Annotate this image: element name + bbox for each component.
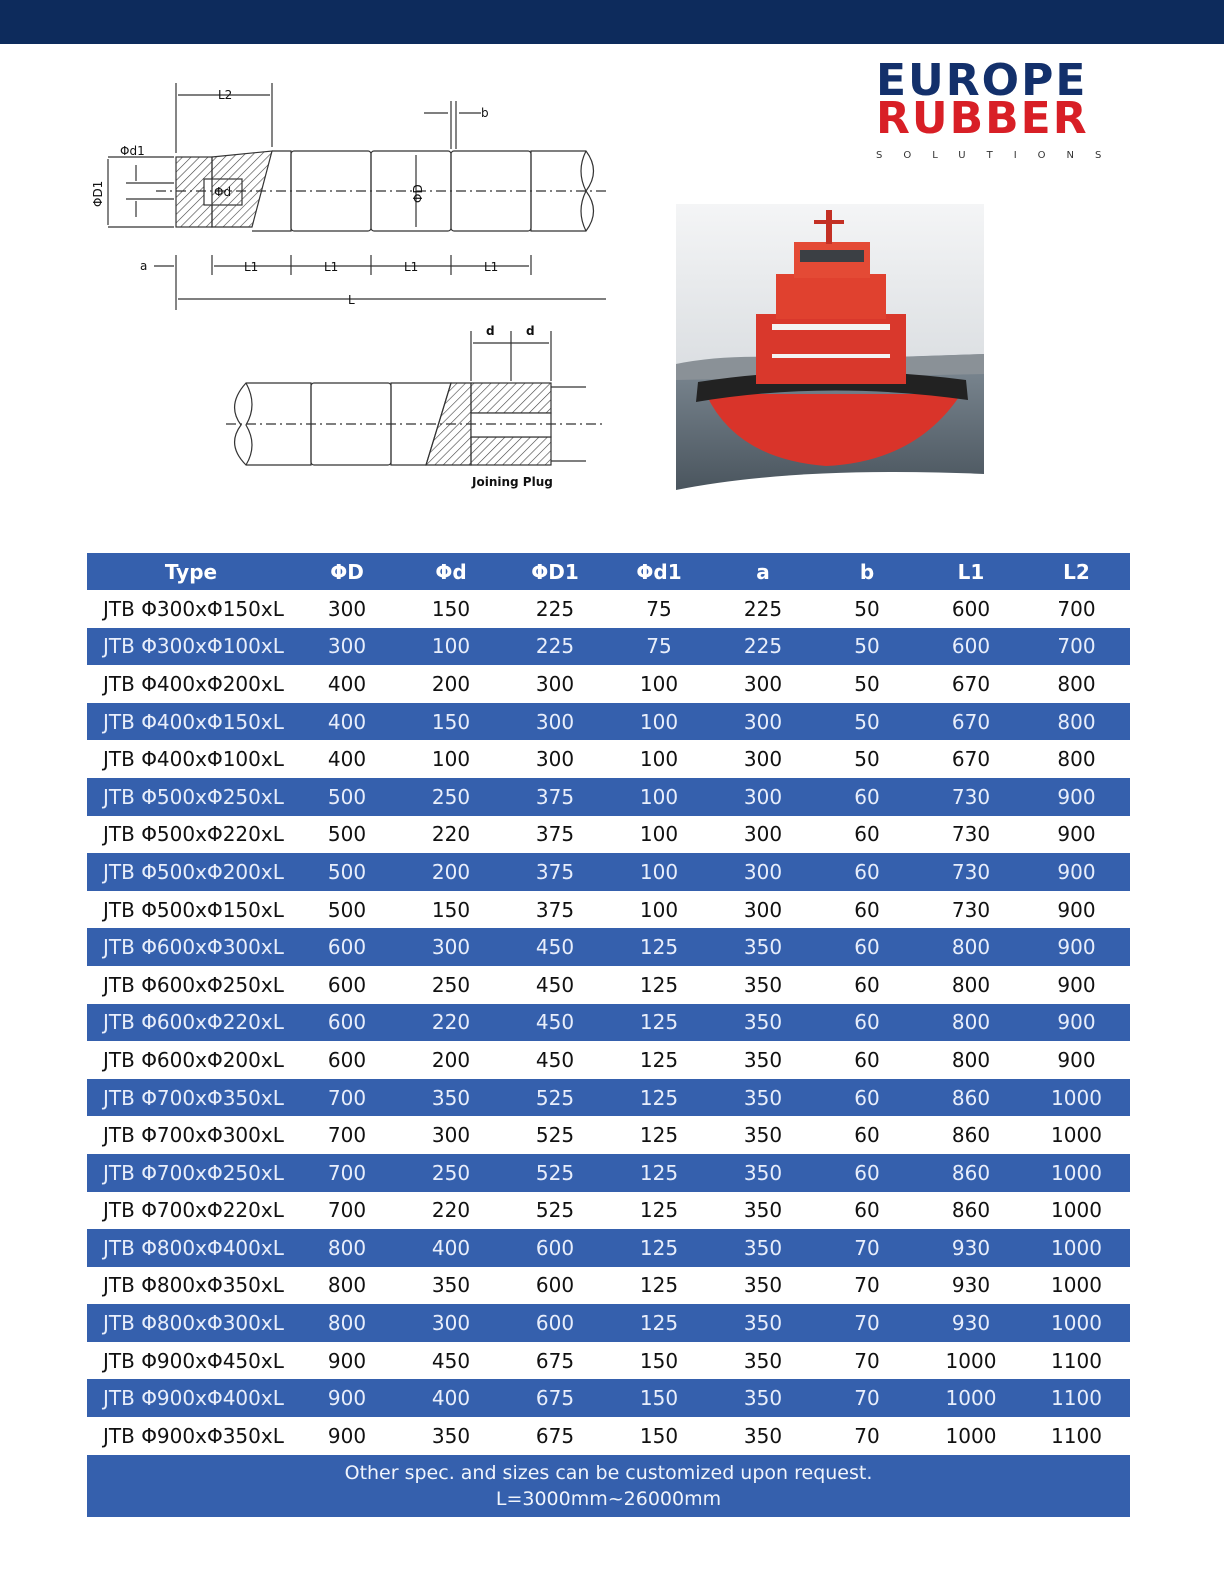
value-cell: 300 <box>503 665 607 703</box>
value-cell: 730 <box>919 891 1023 929</box>
value-cell: 50 <box>815 703 919 741</box>
value-cell: 60 <box>815 1041 919 1079</box>
table-row <box>87 891 1130 929</box>
type-cell: JTB Φ400xΦ150xL <box>87 703 295 741</box>
value-cell: 350 <box>711 1267 815 1305</box>
value-cell: 600 <box>503 1229 607 1267</box>
value-cell: 250 <box>399 966 503 1004</box>
value-cell: 70 <box>815 1267 919 1305</box>
value-cell: 1100 <box>1023 1342 1130 1380</box>
value-cell: 50 <box>815 590 919 628</box>
table-row <box>87 628 1130 666</box>
value-cell: 125 <box>607 1304 711 1342</box>
value-cell: 300 <box>711 703 815 741</box>
value-cell: 900 <box>1023 891 1130 929</box>
value-cell: 350 <box>399 1267 503 1305</box>
table-row <box>87 1192 1130 1230</box>
type-cell: JTB Φ500xΦ220xL <box>87 816 295 854</box>
value-cell: 930 <box>919 1267 1023 1305</box>
label-d-1: d <box>486 324 495 338</box>
value-cell: 800 <box>1023 703 1130 741</box>
label-phi-d: Φd <box>214 185 232 199</box>
value-cell: 300 <box>711 816 815 854</box>
table-row <box>87 816 1130 854</box>
value-cell: 300 <box>711 778 815 816</box>
value-cell: 220 <box>399 816 503 854</box>
logo-line-rubber: RUBBER <box>876 93 1089 144</box>
column-header: ΦD <box>295 553 399 590</box>
value-cell: 525 <box>503 1154 607 1192</box>
value-cell: 250 <box>399 1154 503 1192</box>
column-header: Type <box>87 553 295 590</box>
value-cell: 860 <box>919 1079 1023 1117</box>
table-row <box>87 740 1130 778</box>
value-cell: 125 <box>607 1079 711 1117</box>
value-cell: 70 <box>815 1304 919 1342</box>
value-cell: 900 <box>295 1342 399 1380</box>
type-cell: JTB Φ700xΦ350xL <box>87 1079 295 1117</box>
label-L: L <box>348 293 355 307</box>
type-cell: JTB Φ300xΦ100xL <box>87 628 295 666</box>
type-cell: JTB Φ600xΦ200xL <box>87 1041 295 1079</box>
value-cell: 300 <box>711 853 815 891</box>
value-cell: 900 <box>1023 1004 1130 1042</box>
type-cell: JTB Φ400xΦ100xL <box>87 740 295 778</box>
value-cell: 60 <box>815 966 919 1004</box>
type-cell: JTB Φ500xΦ250xL <box>87 778 295 816</box>
value-cell: 1000 <box>1023 1079 1130 1117</box>
column-header: L1 <box>919 553 1023 590</box>
value-cell: 60 <box>815 1004 919 1042</box>
type-cell: JTB Φ600xΦ250xL <box>87 966 295 1004</box>
value-cell: 375 <box>503 891 607 929</box>
value-cell: 150 <box>399 590 503 628</box>
value-cell: 75 <box>607 590 711 628</box>
value-cell: 60 <box>815 1116 919 1154</box>
value-cell: 250 <box>399 778 503 816</box>
value-cell: 200 <box>399 665 503 703</box>
table-row <box>87 1267 1130 1305</box>
value-cell: 100 <box>399 628 503 666</box>
value-cell: 675 <box>503 1342 607 1380</box>
value-cell: 50 <box>815 740 919 778</box>
value-cell: 300 <box>295 590 399 628</box>
footer-line-2: L=3000mm~26000mm <box>495 1488 722 1510</box>
value-cell: 1000 <box>1023 1116 1130 1154</box>
value-cell: 800 <box>295 1267 399 1305</box>
value-cell: 400 <box>399 1379 503 1417</box>
type-cell: JTB Φ400xΦ200xL <box>87 665 295 703</box>
value-cell: 350 <box>711 1417 815 1455</box>
label-phi-D: ΦD <box>411 184 425 203</box>
value-cell: 730 <box>919 816 1023 854</box>
value-cell: 700 <box>295 1079 399 1117</box>
value-cell: 225 <box>503 590 607 628</box>
table-row <box>87 778 1130 816</box>
value-cell: 860 <box>919 1192 1023 1230</box>
value-cell: 350 <box>711 1379 815 1417</box>
type-cell: JTB Φ500xΦ200xL <box>87 853 295 891</box>
type-cell: JTB Φ800xΦ350xL <box>87 1267 295 1305</box>
value-cell: 600 <box>295 1004 399 1042</box>
value-cell: 100 <box>607 665 711 703</box>
value-cell: 300 <box>503 703 607 741</box>
type-cell: JTB Φ700xΦ250xL <box>87 1154 295 1192</box>
value-cell: 300 <box>711 665 815 703</box>
value-cell: 350 <box>711 928 815 966</box>
label-phi-D1: ΦD1 <box>91 180 105 207</box>
value-cell: 700 <box>295 1116 399 1154</box>
table-row <box>87 1342 1130 1380</box>
value-cell: 125 <box>607 1229 711 1267</box>
table-row <box>87 1079 1130 1117</box>
table-row <box>87 1041 1130 1079</box>
value-cell: 500 <box>295 853 399 891</box>
value-cell: 800 <box>295 1229 399 1267</box>
value-cell: 225 <box>711 590 815 628</box>
value-cell: 1000 <box>1023 1229 1130 1267</box>
type-cell: JTB Φ500xΦ150xL <box>87 891 295 929</box>
value-cell: 730 <box>919 778 1023 816</box>
value-cell: 670 <box>919 740 1023 778</box>
label-a: a <box>140 259 148 273</box>
value-cell: 150 <box>399 891 503 929</box>
value-cell: 350 <box>711 1154 815 1192</box>
value-cell: 1000 <box>1023 1304 1130 1342</box>
value-cell: 400 <box>295 740 399 778</box>
spec-table <box>87 553 1130 1455</box>
value-cell: 450 <box>399 1342 503 1380</box>
value-cell: 1000 <box>1023 1154 1130 1192</box>
value-cell: 800 <box>919 928 1023 966</box>
value-cell: 525 <box>503 1079 607 1117</box>
value-cell: 900 <box>1023 778 1130 816</box>
value-cell: 300 <box>399 928 503 966</box>
value-cell: 1000 <box>919 1379 1023 1417</box>
value-cell: 100 <box>607 816 711 854</box>
value-cell: 350 <box>711 1192 815 1230</box>
value-cell: 300 <box>711 740 815 778</box>
value-cell: 450 <box>503 966 607 1004</box>
value-cell: 375 <box>503 778 607 816</box>
value-cell: 125 <box>607 1004 711 1042</box>
value-cell: 525 <box>503 1116 607 1154</box>
table-row <box>87 966 1130 1004</box>
footer-line-1: Other spec. and sizes can be customized upon request. <box>344 1462 873 1484</box>
label-L1-3: L1 <box>404 260 419 274</box>
value-cell: 70 <box>815 1417 919 1455</box>
table-row <box>87 853 1130 891</box>
value-cell: 1000 <box>1023 1192 1130 1230</box>
value-cell: 700 <box>1023 590 1130 628</box>
value-cell: 60 <box>815 928 919 966</box>
value-cell: 860 <box>919 1116 1023 1154</box>
value-cell: 50 <box>815 665 919 703</box>
value-cell: 350 <box>711 1004 815 1042</box>
value-cell: 300 <box>399 1304 503 1342</box>
value-cell: 150 <box>607 1342 711 1380</box>
value-cell: 70 <box>815 1379 919 1417</box>
table-row <box>87 1229 1130 1267</box>
type-cell: JTB Φ700xΦ300xL <box>87 1116 295 1154</box>
value-cell: 375 <box>503 816 607 854</box>
value-cell: 900 <box>1023 1041 1130 1079</box>
value-cell: 600 <box>295 928 399 966</box>
value-cell: 60 <box>815 1079 919 1117</box>
value-cell: 125 <box>607 966 711 1004</box>
label-L1-4: L1 <box>484 260 499 274</box>
value-cell: 225 <box>711 628 815 666</box>
table-row <box>87 1379 1130 1417</box>
value-cell: 800 <box>1023 665 1130 703</box>
value-cell: 800 <box>1023 740 1130 778</box>
value-cell: 150 <box>607 1379 711 1417</box>
value-cell: 600 <box>503 1304 607 1342</box>
value-cell: 100 <box>607 891 711 929</box>
table-header-row <box>87 553 1130 590</box>
value-cell: 900 <box>1023 928 1130 966</box>
value-cell: 300 <box>399 1116 503 1154</box>
value-cell: 125 <box>607 1267 711 1305</box>
value-cell: 100 <box>607 740 711 778</box>
value-cell: 1100 <box>1023 1379 1130 1417</box>
label-L2: L2 <box>218 88 233 102</box>
value-cell: 800 <box>295 1304 399 1342</box>
value-cell: 500 <box>295 891 399 929</box>
value-cell: 525 <box>503 1192 607 1230</box>
value-cell: 100 <box>607 853 711 891</box>
value-cell: 60 <box>815 891 919 929</box>
column-header: L2 <box>1023 553 1130 590</box>
value-cell: 200 <box>399 1041 503 1079</box>
column-header: ΦD1 <box>503 553 607 590</box>
table-row <box>87 1004 1130 1042</box>
value-cell: 300 <box>711 891 815 929</box>
table-row <box>87 1154 1130 1192</box>
type-cell: JTB Φ900xΦ400xL <box>87 1379 295 1417</box>
value-cell: 730 <box>919 853 1023 891</box>
value-cell: 900 <box>1023 816 1130 854</box>
value-cell: 350 <box>399 1417 503 1455</box>
type-cell: JTB Φ600xΦ220xL <box>87 1004 295 1042</box>
type-cell: JTB Φ300xΦ150xL <box>87 590 295 628</box>
brand-logo <box>876 55 1142 161</box>
logo-subtitle: SOLUTIONS <box>876 150 1123 161</box>
label-L1-2: L1 <box>324 260 339 274</box>
value-cell: 350 <box>711 1229 815 1267</box>
value-cell: 800 <box>919 1004 1023 1042</box>
value-cell: 675 <box>503 1417 607 1455</box>
value-cell: 930 <box>919 1304 1023 1342</box>
column-header: b <box>815 553 919 590</box>
value-cell: 125 <box>607 1116 711 1154</box>
value-cell: 400 <box>295 665 399 703</box>
column-header: a <box>711 553 815 590</box>
table-row <box>87 703 1130 741</box>
value-cell: 670 <box>919 665 1023 703</box>
type-cell: JTB Φ800xΦ300xL <box>87 1304 295 1342</box>
tugboat-photo <box>676 204 984 490</box>
value-cell: 375 <box>503 853 607 891</box>
value-cell: 1100 <box>1023 1417 1130 1455</box>
table-row <box>87 590 1130 628</box>
value-cell: 675 <box>503 1379 607 1417</box>
value-cell: 800 <box>919 966 1023 1004</box>
value-cell: 1000 <box>919 1342 1023 1380</box>
value-cell: 450 <box>503 928 607 966</box>
value-cell: 500 <box>295 778 399 816</box>
value-cell: 125 <box>607 1041 711 1079</box>
table-row <box>87 1417 1130 1455</box>
label-b: b <box>481 106 489 120</box>
value-cell: 350 <box>711 1342 815 1380</box>
value-cell: 125 <box>607 1192 711 1230</box>
value-cell: 350 <box>399 1079 503 1117</box>
value-cell: 900 <box>1023 853 1130 891</box>
type-cell: JTB Φ800xΦ400xL <box>87 1229 295 1267</box>
fender-side-view <box>108 83 606 310</box>
value-cell: 700 <box>295 1192 399 1230</box>
value-cell: 600 <box>919 628 1023 666</box>
logo-line-europe: EUROPE <box>876 55 1088 106</box>
value-cell: 800 <box>919 1041 1023 1079</box>
value-cell: 125 <box>607 1154 711 1192</box>
value-cell: 150 <box>399 703 503 741</box>
value-cell: 400 <box>399 1229 503 1267</box>
value-cell: 1000 <box>919 1417 1023 1455</box>
value-cell: 900 <box>295 1417 399 1455</box>
value-cell: 60 <box>815 778 919 816</box>
label-L1-1: L1 <box>244 260 259 274</box>
value-cell: 100 <box>607 703 711 741</box>
value-cell: 150 <box>607 1417 711 1455</box>
value-cell: 350 <box>711 1079 815 1117</box>
table-row <box>87 1116 1130 1154</box>
value-cell: 450 <box>503 1041 607 1079</box>
label-d-2: d <box>526 324 535 338</box>
value-cell: 900 <box>295 1379 399 1417</box>
value-cell: 700 <box>295 1154 399 1192</box>
value-cell: 100 <box>607 778 711 816</box>
label-phi-d1: Φd1 <box>120 144 145 158</box>
value-cell: 670 <box>919 703 1023 741</box>
value-cell: 400 <box>295 703 399 741</box>
value-cell: 70 <box>815 1342 919 1380</box>
value-cell: 700 <box>1023 628 1130 666</box>
label-joining-plug: Joining Plug <box>472 475 553 489</box>
joining-plug-view <box>226 331 606 465</box>
value-cell: 350 <box>711 1116 815 1154</box>
value-cell: 60 <box>815 1154 919 1192</box>
value-cell: 930 <box>919 1229 1023 1267</box>
value-cell: 1000 <box>1023 1267 1130 1305</box>
value-cell: 600 <box>295 966 399 1004</box>
value-cell: 225 <box>503 628 607 666</box>
value-cell: 600 <box>919 590 1023 628</box>
value-cell: 100 <box>399 740 503 778</box>
value-cell: 300 <box>503 740 607 778</box>
value-cell: 350 <box>711 1041 815 1079</box>
technical-drawing <box>86 75 626 505</box>
type-cell: JTB Φ700xΦ220xL <box>87 1192 295 1230</box>
value-cell: 450 <box>503 1004 607 1042</box>
value-cell: 350 <box>711 1304 815 1342</box>
type-cell: JTB Φ900xΦ350xL <box>87 1417 295 1455</box>
value-cell: 220 <box>399 1192 503 1230</box>
value-cell: 50 <box>815 628 919 666</box>
value-cell: 220 <box>399 1004 503 1042</box>
value-cell: 350 <box>711 966 815 1004</box>
value-cell: 600 <box>503 1267 607 1305</box>
value-cell: 200 <box>399 853 503 891</box>
value-cell: 60 <box>815 816 919 854</box>
type-cell: JTB Φ600xΦ300xL <box>87 928 295 966</box>
column-header: Φd1 <box>607 553 711 590</box>
value-cell: 60 <box>815 853 919 891</box>
table-row <box>87 665 1130 703</box>
value-cell: 600 <box>295 1041 399 1079</box>
footer-note <box>87 1455 1130 1517</box>
value-cell: 70 <box>815 1229 919 1267</box>
top-banner <box>0 0 1224 44</box>
value-cell: 75 <box>607 628 711 666</box>
table-row <box>87 928 1130 966</box>
value-cell: 900 <box>1023 966 1130 1004</box>
table-row <box>87 1304 1130 1342</box>
value-cell: 60 <box>815 1192 919 1230</box>
column-header: Φd <box>399 553 503 590</box>
value-cell: 860 <box>919 1154 1023 1192</box>
value-cell: 500 <box>295 816 399 854</box>
value-cell: 125 <box>607 928 711 966</box>
type-cell: JTB Φ900xΦ450xL <box>87 1342 295 1380</box>
value-cell: 300 <box>295 628 399 666</box>
